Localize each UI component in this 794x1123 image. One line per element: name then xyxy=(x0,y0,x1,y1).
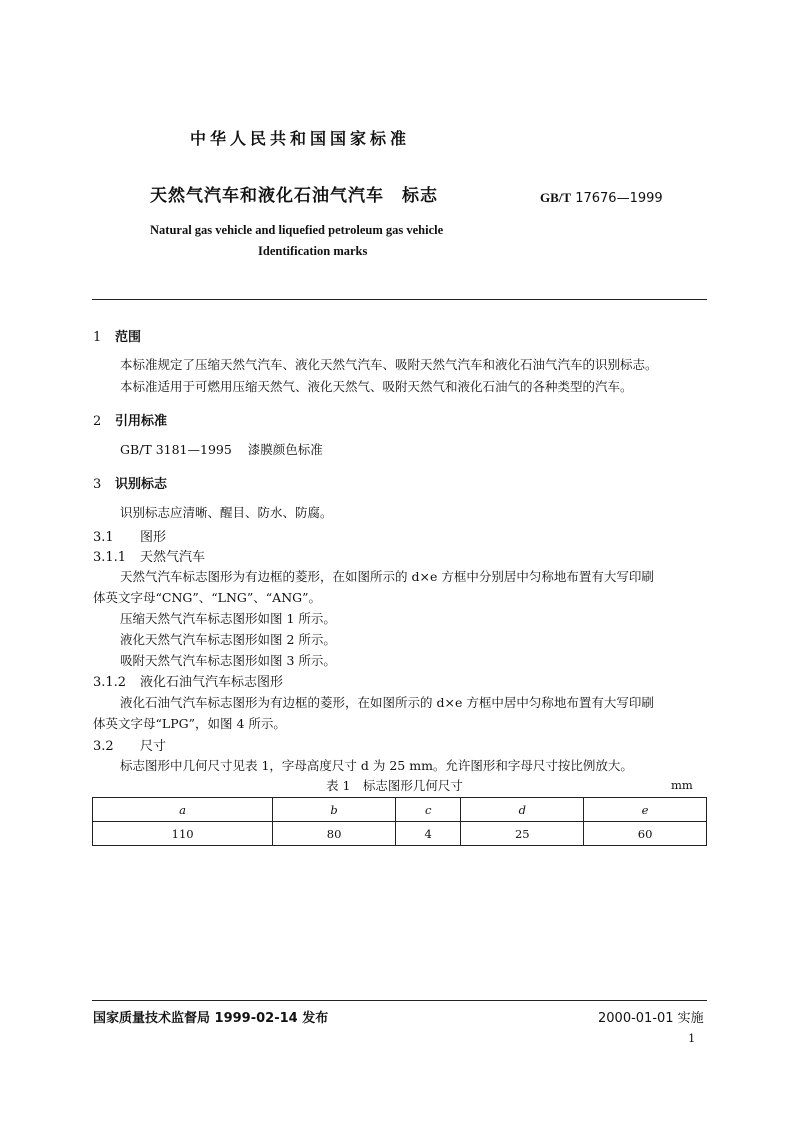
section-1-paragraph-1: 本标准规定了压缩天然气汽车、液化天然气汽车、吸附天然气汽车和液化石油气汽车的识别标志。 xyxy=(120,357,658,372)
subsection-number: 3.2 xyxy=(93,739,114,754)
section-3-paragraph: 识别标志应清晰、醒目、防水、防腐。 xyxy=(120,505,333,520)
document-title-cn: 天然气汽车和液化石油气汽车 标志 xyxy=(150,186,438,206)
figure-1-reference: 压缩天然气汽车标志图形如图 1 所示。 xyxy=(120,611,336,626)
normative-reference xyxy=(120,440,323,458)
standard-code-number: 17676—1999 xyxy=(575,191,663,206)
subsection-title: 尺寸 xyxy=(140,739,167,754)
header-cell-c: c xyxy=(396,798,461,822)
section-3-1-1-paragraph-line2: 体英文字母“CNG”、“LNG”、“ANG”。 xyxy=(93,590,322,605)
document-title-en-line2: Identification marks xyxy=(258,244,368,258)
value-cell-c: 4 xyxy=(396,822,461,846)
value-cell-a: 110 xyxy=(93,822,273,846)
subsection-title: 天然气汽车 xyxy=(140,550,206,565)
section-title: 范围 xyxy=(115,330,142,345)
subsection-number: 3.1.1 xyxy=(93,550,127,565)
section-3-1-2-paragraph-line1: 液化石油气汽车标志图形为有边框的菱形，在如图所示的 d×e 方框中居中匀称地布置有大写印刷 xyxy=(120,695,654,710)
section-number: 1 xyxy=(93,330,102,345)
table-row xyxy=(93,822,707,846)
page-number: 1 xyxy=(688,1031,696,1045)
section-2-heading xyxy=(93,410,167,429)
standard-code-prefix: GB/T xyxy=(540,190,572,205)
section-title: 识别标志 xyxy=(115,477,168,492)
subsection-number: 3.1.2 xyxy=(93,675,127,690)
section-1-paragraph-2: 本标准适用于可燃用压缩天然气、液化天然气、吸附天然气和液化石油气的各种类型的汽车。 xyxy=(120,379,633,394)
national-standard-heading: 中华人民共和国国家标准 xyxy=(190,129,411,148)
standard-code xyxy=(540,190,663,206)
value-cell-b: 80 xyxy=(273,822,396,846)
header-cell-b: b xyxy=(273,798,396,822)
section-1-heading xyxy=(93,326,141,345)
header-cell-e: e xyxy=(584,798,707,822)
section-3-1-1-heading xyxy=(93,546,205,565)
document-title-en-line1: Natural gas vehicle and liquefied petroleum gas vehicle xyxy=(150,223,444,237)
section-3-1-1-paragraph-line1: 天然气汽车标志图形为有边框的菱形，在如图所示的 d×e 方框中分别居中匀称地布置有大写印刷 xyxy=(120,569,654,584)
section-3-2-heading xyxy=(93,735,166,754)
footer-divider xyxy=(92,1000,707,1001)
table-1-unit: mm xyxy=(671,778,693,792)
section-3-2-paragraph: 标志图形中几何尺寸见表 1，字母高度尺寸 d 为 25 mm。允许图形和字母尺寸按比例放大。 xyxy=(120,758,633,773)
section-number: 2 xyxy=(93,414,102,429)
section-3-1-2-heading xyxy=(93,671,283,690)
reference-code: GB/T 3181—1995 xyxy=(120,442,232,457)
section-3-heading xyxy=(93,473,167,492)
subsection-title: 图形 xyxy=(140,530,167,545)
figure-3-reference: 吸附天然气汽车标志图形如图 3 所示。 xyxy=(120,653,336,668)
dimensions-table xyxy=(92,797,707,846)
figure-2-reference: 液化天然气汽车标志图形如图 2 所示。 xyxy=(120,632,336,647)
section-number: 3 xyxy=(93,477,102,492)
header-cell-a: a xyxy=(93,798,273,822)
effective-date: 2000-01-01 实施 xyxy=(598,1011,704,1026)
table-header-row xyxy=(93,798,707,822)
value-cell-e: 60 xyxy=(584,822,707,846)
subsection-number: 3.1 xyxy=(93,530,114,545)
table-1-caption: 表 1 标志图形几何尺寸 xyxy=(326,778,463,793)
issue-info: 国家质量技术监督局 1999-02-14 发布 xyxy=(93,1011,329,1026)
header-cell-d: d xyxy=(461,798,584,822)
header-divider xyxy=(92,299,707,300)
reference-title: 漆膜颜色标准 xyxy=(247,442,323,457)
subsection-title: 液化石油气汽车标志图形 xyxy=(140,675,284,690)
section-title: 引用标准 xyxy=(115,414,168,429)
value-cell-d: 25 xyxy=(461,822,584,846)
section-3-1-2-paragraph-line2: 体英文字母“LPG”，如图 4 所示。 xyxy=(93,716,286,731)
section-3-1-heading xyxy=(93,526,166,545)
